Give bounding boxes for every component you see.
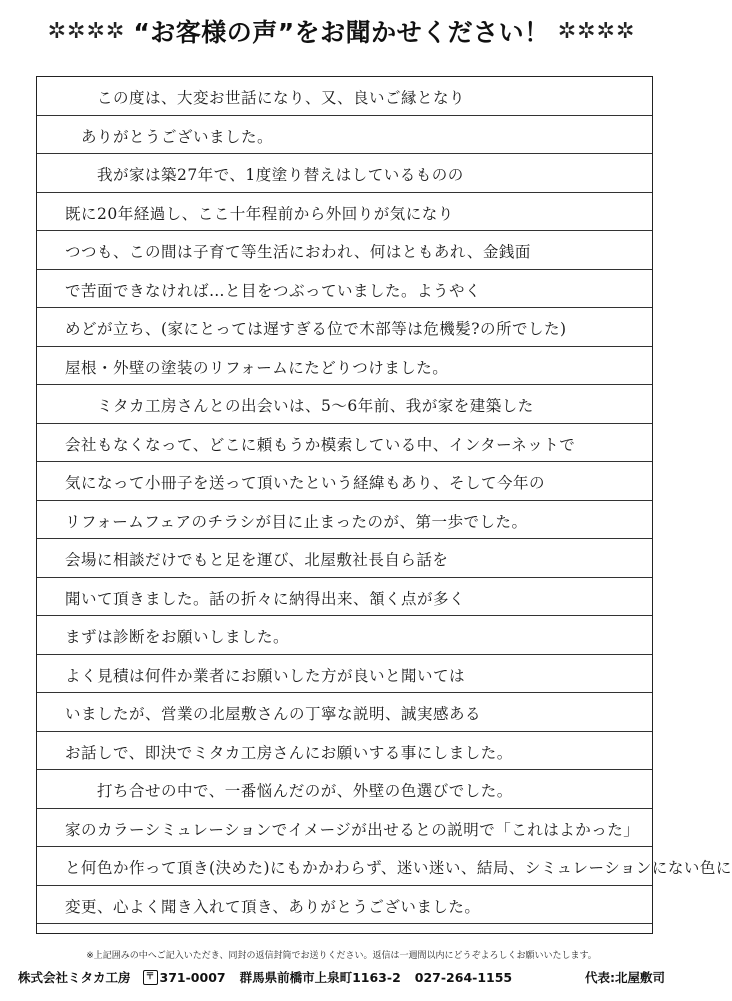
handwritten-text: 気になって小冊子を送って頂いたという経緯もあり、そして今年の bbox=[65, 474, 546, 492]
handwritten-text: 打ち合せの中で、一番悩んだのが、外壁の色選びでした。 bbox=[65, 782, 513, 800]
handwritten-text: 会社もなくなって、どこに頼もうか模索している中、インターネットで bbox=[65, 435, 576, 454]
handwritten-text: つつも、この間は子育て等生活におわれ、何はともあれ、金銭面 bbox=[65, 243, 531, 261]
letter-line bbox=[37, 655, 652, 694]
handwritten-text: 変更、心よく聞き入れて頂き、ありがとうございました。 bbox=[65, 897, 481, 916]
handwritten-text: この度は、大変お世話になり、又、良いご縁となり bbox=[65, 89, 466, 107]
star-decoration-right: ✲✲✲✲ bbox=[557, 18, 636, 44]
handwritten-text: で苦面できなければ…と目をつぶっていました。ようやく bbox=[65, 281, 482, 300]
page-header bbox=[0, 0, 683, 62]
footer bbox=[18, 967, 665, 987]
letter-line bbox=[37, 732, 652, 771]
letter-line bbox=[37, 270, 652, 309]
letter-line bbox=[37, 385, 652, 424]
letter-line bbox=[37, 347, 652, 386]
letter-line bbox=[37, 231, 652, 270]
letter-box bbox=[36, 76, 732, 934]
letter-line bbox=[37, 154, 652, 193]
company-phone: 027-264-1155 bbox=[414, 969, 513, 985]
representative: 代表:北屋敷司 bbox=[585, 970, 665, 985]
letter-line bbox=[37, 693, 652, 732]
letter-line bbox=[37, 886, 652, 925]
handwritten-text: と何色か作って頂き(決めた)にもかかわらず、迷い迷い、結局、シミュレーションにない色に bbox=[65, 859, 732, 877]
letter-line bbox=[37, 616, 652, 655]
letter-line bbox=[37, 809, 652, 848]
handwritten-text: めどが立ち、(家にとっては遅すぎる位で木部等は危機髪?の所でした) bbox=[65, 320, 567, 338]
letter-line bbox=[37, 462, 652, 501]
handwritten-text: 屋根・外壁の塗装のリフォームにたどりつけました。 bbox=[65, 358, 449, 377]
letter-line bbox=[37, 770, 652, 809]
postal-mark-icon: 〒 bbox=[143, 970, 158, 985]
handwritten-text: いましたが、営業の北屋敷さんの丁寧な説明、誠実感ある bbox=[65, 705, 482, 723]
footnote: ※上記囲みの中へご記入いただき、同封の返信封筒でお送りください。返信は一週間以内にどうぞよろしくお願いいたします。 bbox=[86, 951, 597, 961]
handwritten-text: ミタカ工房さんとの出会いは、5〜6年前、我が家を建築した bbox=[65, 397, 534, 415]
postal-code: 371-0007 bbox=[159, 969, 226, 985]
letter-line bbox=[37, 578, 652, 617]
handwritten-text: 聞いて頂きました。話の折々に納得出来、頷く点が多く bbox=[65, 589, 466, 608]
letter-line bbox=[37, 424, 652, 463]
handwritten-text: 我が家は築27年で、1度塗り替えはしているものの bbox=[65, 166, 464, 184]
letter-line bbox=[37, 501, 652, 540]
handwritten-text: 会場に相談だけでもと足を運び、北屋敷社長自ら話を bbox=[65, 551, 449, 569]
handwritten-text: お話しで、即決でミタカ工房さんにお願いする事にしました。 bbox=[65, 743, 513, 762]
company-address: 群馬県前橋市上泉町1163-2 bbox=[239, 970, 401, 985]
handwritten-text: まずは診断をお願いしました。 bbox=[65, 628, 290, 646]
handwritten-text: 既に20年経過し、ここ十年程前から外回りが気になり bbox=[65, 204, 454, 223]
star-decoration-left: ✲✲✲✲ bbox=[47, 18, 126, 44]
letter-line bbox=[37, 308, 652, 347]
letter-line bbox=[37, 193, 652, 232]
letter-line bbox=[37, 77, 652, 116]
page-title: “お客様の声”をお聞かせください！ bbox=[133, 18, 550, 47]
company-name: 株式会社ミタカ工房 bbox=[18, 970, 131, 985]
handwritten-text: よく見積は何件か業者にお願いした方が良いと聞いては bbox=[65, 666, 466, 685]
handwritten-text: リフォームフェアのチラシが目に止まったのが、第一歩でした。 bbox=[65, 512, 528, 531]
handwritten-text: ありがとうございました。 bbox=[65, 127, 274, 146]
handwritten-text: 家のカラーシミュレーションでイメージが出せるとの説明で「これはよかった」 bbox=[65, 820, 640, 839]
letter-line bbox=[37, 847, 732, 886]
letter-line bbox=[37, 116, 652, 155]
letter-line bbox=[37, 539, 652, 578]
